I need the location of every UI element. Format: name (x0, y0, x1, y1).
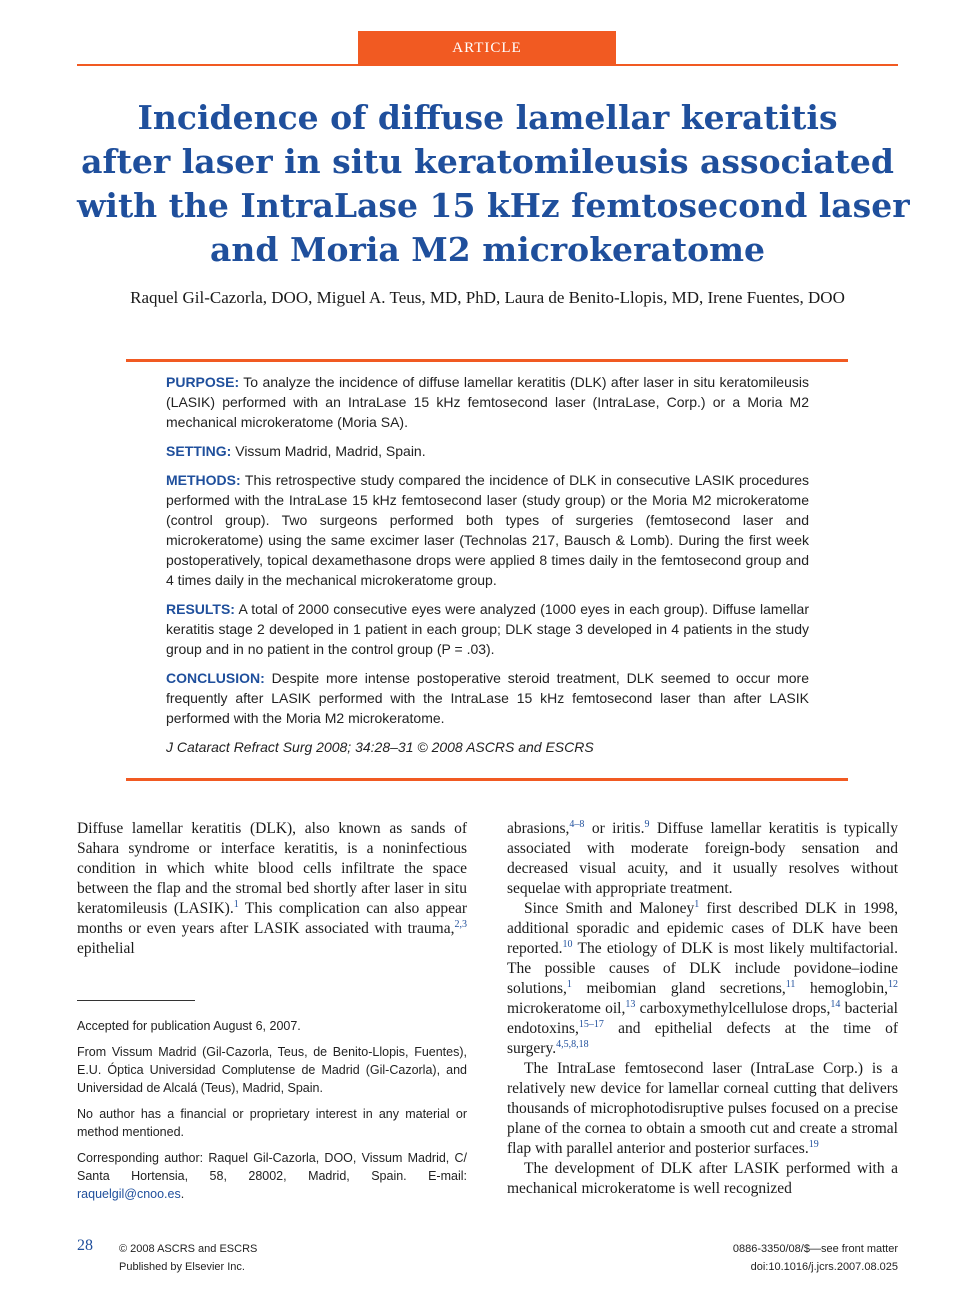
text-run: hemoglobin, (795, 980, 888, 997)
purpose-label: PURPOSE: (166, 374, 240, 390)
abstract-setting (166, 441, 809, 461)
reference-link[interactable]: 1 (233, 898, 239, 910)
text-run: abrasions, (507, 820, 570, 837)
abstract-bottom-rule (126, 778, 848, 781)
section-tab: ARTICLE (358, 31, 616, 65)
text-run: and epithelial defects at the time of surgery. (507, 1020, 898, 1057)
abstract-top-rule (126, 359, 848, 362)
setting-label: SETTING: (166, 443, 232, 459)
footer-copyright: © 2008 ASCRS and ESCRS (119, 1243, 258, 1255)
article-notes (77, 1017, 467, 1211)
title-line: and Moria M2 microkeratome (210, 230, 765, 269)
text-run: Diffuse lamellar keratitis (DLK), also known as sands of Sahara syndrome or interface keratitis, is a noninfectious condition in which white blood cells infiltrate the space between the flap and the stromal bed shortly after laser in situ keratomileusis (LASIK). (77, 820, 467, 917)
body-paragraph (507, 819, 898, 899)
disclosure-note: No author has a financial or proprietary interest in any material or method mentioned. (77, 1107, 467, 1139)
text-run: Since Smith and Maloney (524, 900, 695, 917)
conclusion-text: Despite more intense postoperative steroid treatment, DLK seemed to occur more frequently after LASIK performed with the IntraLase 15 kHz femtosecond laser than after LASIK performed with the Moria M2 microkeratome. (166, 670, 809, 726)
text-run: The etiology of DLK is most likely multifactorial. The possible causes of DLK include povidone–iodine solutions, (507, 940, 898, 997)
text-run: The IntraLase femtosecond laser (IntraLase Corp.) is a relatively new device for lamellar corneal cutting that delivers thousands of microphotodisruptive pulses focused on a precise plane of the cornea to obtain a smooth cut and create a stromal flap with parallel anterior and posterior surfaces. (507, 1060, 898, 1157)
text-run: carboxymethylcellulose drops, (635, 1000, 831, 1017)
reference-link[interactable]: 1 (566, 978, 572, 990)
text-run: meibomian gland secretions, (571, 980, 786, 997)
body-paragraph: The development of DLK after LASIK performed with a mechanical microkeratome is well recognized (507, 1160, 898, 1197)
reference-link[interactable]: 9 (644, 818, 650, 830)
abstract-conclusion (166, 668, 809, 728)
email-link[interactable]: raquelgil@cnoo.es (77, 1187, 181, 1201)
article-title (77, 96, 910, 272)
reference-link[interactable]: 10 (562, 938, 573, 950)
body-column-right (507, 819, 898, 1199)
footer-doi[interactable]: doi:10.1016/j.jcrs.2007.08.025 (750, 1261, 898, 1273)
reference-link[interactable]: 2,3 (454, 918, 467, 930)
footnote-rule (77, 1000, 195, 1001)
reference-link[interactable]: 14 (830, 998, 841, 1010)
body-paragraph (507, 899, 898, 1059)
body-column-left (77, 819, 467, 959)
reference-link[interactable]: 13 (625, 998, 636, 1010)
text-run: first described DLK in 1998, additional sporadic and epidemic cases of DLK have been reported. (507, 900, 898, 957)
text-run: Diffuse lamellar keratitis is typically associated with moderate foreign-body sensation and decreased visual acuity, and it usually resolves without sequelae with appropriate treatment. (507, 820, 898, 897)
author-list: Raquel Gil-Cazorla, DOO, Miguel A. Teus, MD, PhD, Laura de Benito-Llopis, MD, Irene Fuentes, DOO (130, 288, 845, 307)
title-line: after laser in situ keratomileusis associated (81, 142, 894, 181)
body-paragraph (507, 1059, 898, 1159)
abstract-purpose (166, 372, 809, 432)
reference-link[interactable]: 12 (887, 978, 898, 990)
header-rule (77, 64, 898, 66)
abstract-citation: J Cataract Refract Surg 2008; 34:28–31 © 2008 ASCRS and ESCRS (166, 739, 594, 755)
corresponding-note (77, 1149, 467, 1203)
reference-link[interactable]: 15–17 (578, 1018, 604, 1030)
setting-text: Vissum Madrid, Madrid, Spain. (231, 443, 426, 459)
text-run: or iritis. (584, 820, 645, 837)
reference-link[interactable]: 19 (808, 1138, 819, 1150)
reference-link[interactable]: 4–8 (569, 818, 585, 830)
text-run: Corresponding author: Raquel Gil-Cazorla, DOO, Vissum Madrid, C/ Santa Hortensia, 58, 28002, Madrid, Spain. E-mail: (77, 1151, 467, 1183)
methods-text: This retrospective study compared the incidence of DLK in consecutive LASIK procedures performed with the IntraLase 15 kHz femtosecond laser (study group) or the Moria M2 microkeratome (control group). Two surgeons performed both types of surgeries (femtosecond laser and microkeratome) using the same excimer laser (Technolas 217, Bausch & Lomb). During the first week postoperatively, topical dexamethasone drops were applied 8 times daily in the femtosecond group and 4 times daily in the mechanical microkeratome group. (166, 472, 809, 588)
reference-link[interactable]: 4,5,8,18 (556, 1038, 589, 1050)
accepted-note: Accepted for publication August 6, 2007. (77, 1019, 301, 1033)
title-line: Incidence of diffuse lamellar keratitis (137, 98, 838, 137)
text-run: microkeratome oil, (507, 1000, 626, 1017)
body-paragraph (77, 819, 467, 959)
title-line: with the IntraLase 15 kHz femtosecond laser (77, 186, 910, 225)
text-run: epithelial (77, 940, 135, 957)
footer-issn: 0886-3350/08/$—see front matter (732, 1243, 898, 1255)
abstract (166, 372, 809, 766)
abstract-results (166, 599, 809, 659)
conclusion-label: CONCLUSION: (166, 670, 265, 686)
text-run: bacterial endotoxins, (507, 1000, 898, 1037)
results-label: RESULTS: (166, 601, 235, 617)
affiliation-note: From Vissum Madrid (Gil-Cazorla, Teus, de Benito-Llopis, Fuentes), E.U. Óptica Universidad Complutense de Madrid (Gil-Cazorla), and Universidad de Alcalá (Teus), Madrid, Spain. (77, 1045, 467, 1095)
footer-publisher: Published by Elsevier Inc. (119, 1261, 245, 1273)
abstract-methods (166, 470, 809, 590)
results-text: A total of 2000 consecutive eyes were analyzed (1000 eyes in each group). Diffuse lamellar keratitis stage 2 developed in 1 patient in each group; DLK stage 3 developed in 4 patients in the study group and in no patient in the control group (P = .03). (166, 601, 809, 657)
methods-label: METHODS: (166, 472, 241, 488)
purpose-text: To analyze the incidence of diffuse lamellar keratitis (DLK) after laser in situ keratomileusis (LASIK) performed with an IntraLase 15 kHz femtosecond laser (IntraLase, Corp.) or a Moria M2 mechanical microkeratome (Moria SA). (166, 374, 809, 430)
reference-link[interactable]: 11 (785, 978, 796, 990)
text-run: This complication can also appear months or even years after LASIK associated with trauma, (77, 900, 467, 937)
page-number: 28 (77, 1237, 93, 1254)
reference-link[interactable]: 1 (694, 898, 700, 910)
text-run: . (180, 1187, 185, 1201)
